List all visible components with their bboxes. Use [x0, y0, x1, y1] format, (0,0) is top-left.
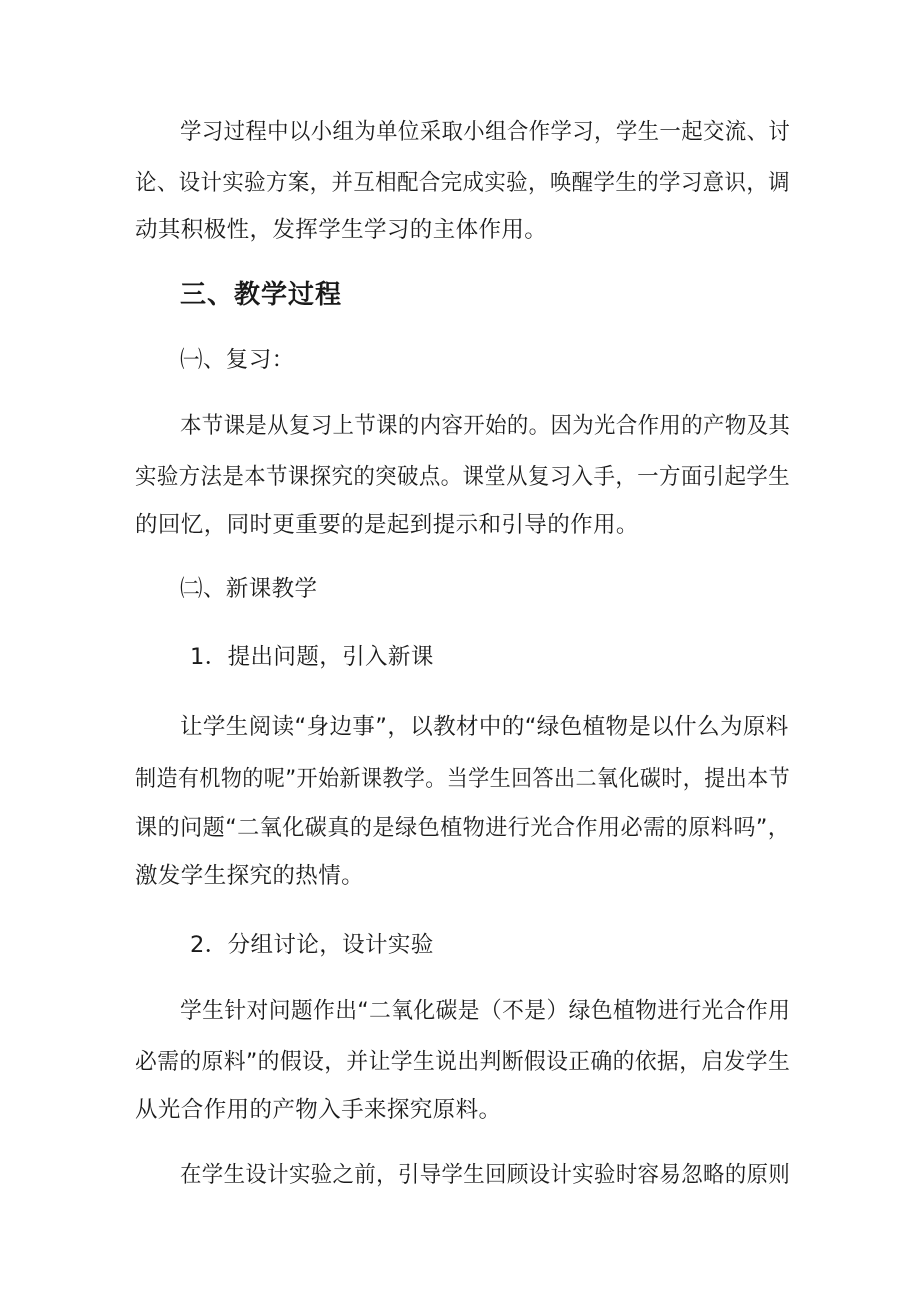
paragraph-2-line-2: 实验方法是本节课探究的突破点。课堂从复习入手，一方面引起学生: [135, 464, 791, 490]
paragraph-5-line-1: 在学生设计实验之前，引导学生回顾设计实验时容易忽略的原则: [180, 1162, 791, 1188]
paragraph-4-line-1: 学生针对问题作出“二氧化碳是（不是）绿色植物进行光合作用: [180, 998, 791, 1024]
step-2-heading: 2．分组讨论，设计实验: [190, 932, 434, 958]
paragraph-1-line-2: 论、设计实验方案，并互相配合完成实验，唤醒学生的学习意识，调: [135, 170, 791, 196]
paragraph-4-line-2: 必需的原料”的假设，并让学生说出判断假设正确的依据，启发学生: [135, 1049, 791, 1075]
section-heading: 三、教学过程: [180, 280, 343, 310]
paragraph-4-line-3: 从光合作用的产物入手来探究原料。: [135, 1097, 502, 1123]
paragraph-3-line-4: 激发学生探究的热情。: [135, 863, 365, 889]
paragraph-3-line-2: 制造有机物的呢”开始新课教学。当学生回答出二氧化碳时，提出本节: [135, 766, 791, 792]
subsection-new-lesson-heading: ㈡、新课教学: [180, 576, 318, 602]
paragraph-3-line-3: 课的问题“二氧化碳真的是绿色植物进行光合作用必需的原料吗”，: [135, 815, 791, 841]
paragraph-3-line-1: 让学生阅读“身边事”，以教材中的“绿色植物是以什么为原料: [180, 714, 789, 740]
step-1-heading: 1．提出问题，引入新课: [190, 644, 434, 670]
paragraph-1-line-1: 学习过程中以小组为单位采取小组合作学习，学生一起交流、讨: [180, 119, 791, 145]
paragraph-1-line-3: 动其积极性，发挥学生学习的主体作用。: [135, 217, 548, 243]
paragraph-2-line-1: 本节课是从复习上节课的内容开始的。因为光合作用的产物及其: [180, 413, 791, 439]
subsection-review-heading: ㈠、复习：: [180, 347, 295, 373]
paragraph-2-line-3: 的回忆，同时更重要的是起到提示和引导的作用。: [135, 512, 639, 538]
